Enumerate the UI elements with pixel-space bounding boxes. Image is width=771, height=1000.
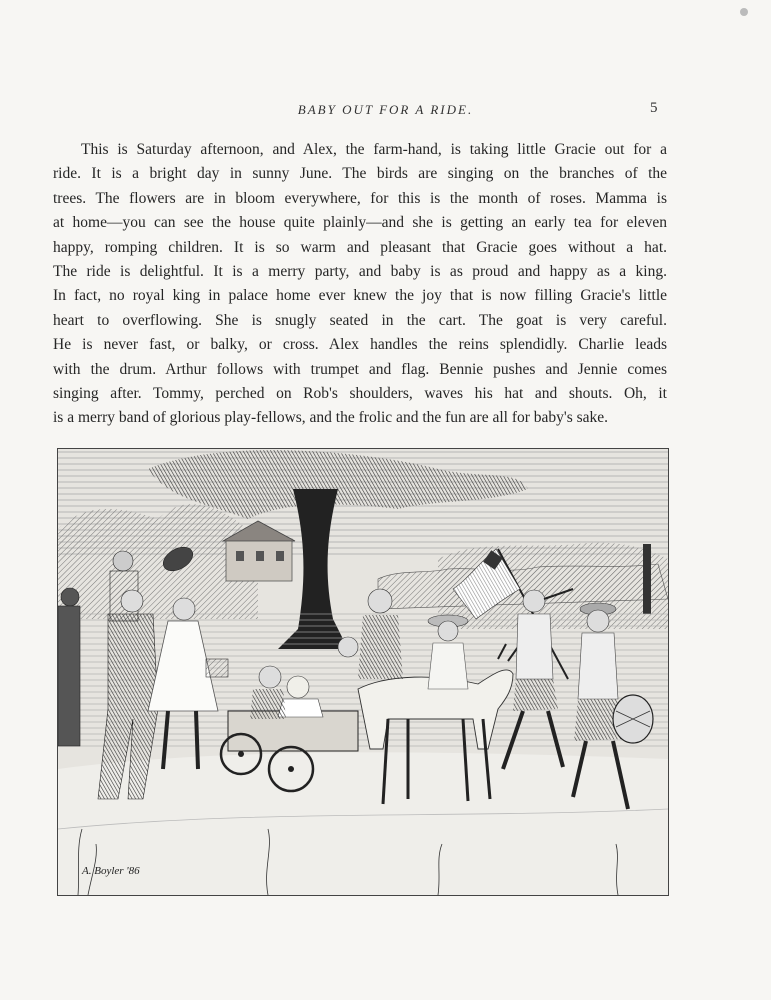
body-paragraph — [53, 138, 667, 431]
text-line: is a merry band of glorious play-fellows, and the frolic and the fun are all for baby's sake. — [53, 409, 609, 427]
text-line: This is Saturday afternoon, and Alex, the farm-hand, is taking little Gracie out for a — [81, 141, 667, 158]
text-line: with the drum. Arthur follows with trumpet and flag. Bennie pushes and Jennie comes — [53, 360, 667, 378]
text-line: ride. It is a bright day in sunny June. The birds are singing on the branches of the — [53, 165, 667, 183]
text-line: The ride is delightful. It is a merry party, and baby is as proud and happy as a king. — [53, 263, 667, 281]
text-line: singing after. Tommy, perched on Rob's shoulders, waves his hat and shouts. Oh, it — [53, 385, 667, 403]
text-line: at home—you can see the house quite plainly—and she is getting an early tea for eleven — [53, 214, 667, 232]
running-head: BABY OUT FOR A RIDE. — [297, 102, 474, 117]
page-number: 5 — [650, 100, 658, 116]
artist-signature: A. Boyler '86 — [82, 865, 140, 877]
text-line: In fact, no royal king in palace home ever knew the joy that is now filling Gracie's little — [53, 287, 667, 305]
text-line: heart to overflowing. She is snugly seated in the cart. The goat is very careful. — [53, 311, 667, 329]
fence-post — [643, 544, 651, 614]
text-line: He is never fast, or balky, or cross. Alex handles the reins splendidly. Charlie leads — [53, 336, 667, 354]
engraving-scene — [58, 449, 668, 895]
text-line: happy, romping children. It is so warm and pleasant that Gracie goes without a hat. — [53, 238, 667, 256]
text-line: trees. The flowers are in bloom everywhere, for this is the month of roses. Mamma is — [53, 189, 667, 207]
paper-speck — [740, 8, 748, 16]
engraving-illustration — [57, 448, 669, 896]
